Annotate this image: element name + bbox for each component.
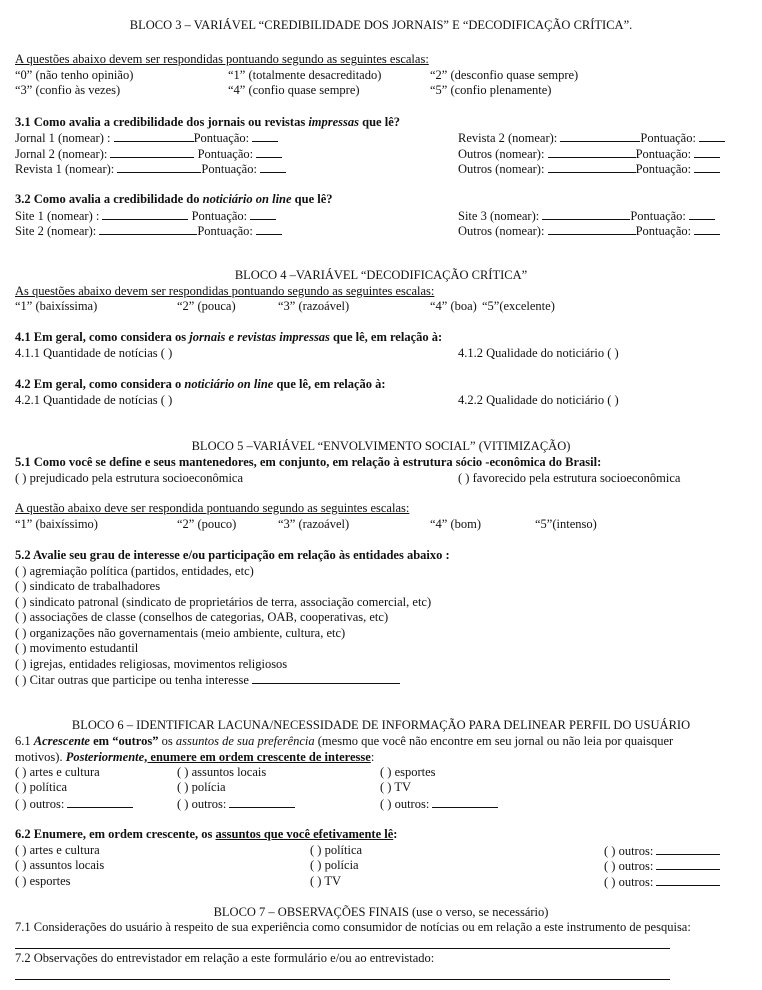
score-field[interactable]	[256, 223, 282, 235]
entity-item[interactable]: ( ) agremiação política (partidos, entidades, etc)	[15, 564, 254, 578]
block5-title: BLOCO 5 –VARIÁVEL “ENVOLVIMENTO SOCIAL” (VITIMIZAÇÃO)	[191, 439, 571, 453]
entity-item[interactable]: ( ) associações de classe (conselhos de categorias, OAB, cooperativas, etc)	[15, 610, 389, 624]
name-field[interactable]	[548, 146, 636, 158]
answer-line-7-2[interactable]	[15, 979, 670, 980]
block4-title: BLOCO 4 –VARIÁVEL “DECODIFICAÇÃO CRÍTICA”	[234, 268, 528, 282]
scale-5: “5”(excelente)	[482, 299, 555, 313]
entity-item[interactable]: ( ) movimento estudantil	[15, 641, 139, 655]
option-61-other[interactable]: ( ) outros:	[380, 796, 498, 813]
option-61-other[interactable]: ( ) outros:	[15, 796, 133, 813]
other-field[interactable]	[229, 796, 295, 808]
question-5-1: 5.1 Como você se define e seus mantenedores, em conjunto, em relação à estrutura sócio -econômica do Brasil:	[15, 455, 602, 469]
option-62[interactable]: ( ) esportes	[15, 874, 71, 888]
question-7-2: 7.2 Observações do entrevistador em relação a este formulário e/ou ao entrevistado:	[15, 951, 435, 965]
q31-row-jornal2: Jornal 2 (nomear): Pontuação:	[15, 146, 282, 163]
score-field[interactable]	[256, 146, 282, 158]
name-field[interactable]	[110, 146, 194, 158]
name-field[interactable]	[117, 161, 201, 173]
q422-field[interactable]: 4.2.2 Qualidade do noticiário ( )	[458, 393, 619, 407]
option-61[interactable]: ( ) política	[15, 780, 68, 794]
name-field[interactable]	[542, 208, 630, 220]
entity-item[interactable]: ( ) organizações não governamentais (meio ambiente, cultura, etc)	[15, 626, 346, 640]
q32-row-site1: Site 1 (nomear) : Pontuação:	[15, 208, 276, 225]
q421-field[interactable]: 4.2.1 Quantidade de notícias ( )	[15, 393, 173, 407]
question-4-1: 4.1 Em geral, como considera os jornais e revistas impressas que lê, em relação à:	[15, 330, 443, 344]
option-61[interactable]: ( ) TV	[380, 780, 412, 794]
scale-2: “2” (desconfio quase sempre)	[430, 68, 579, 82]
q32-row-site3: Site 3 (nomear): Pontuação:	[458, 208, 715, 225]
question-3-1: 3.1 Como avalia a credibilidade dos jornais ou revistas impressas que lê?	[15, 115, 400, 129]
score-field[interactable]	[694, 161, 720, 173]
scale-5: “5”(intenso)	[535, 517, 597, 531]
scale-2: “2” (pouca)	[177, 299, 236, 313]
other-field[interactable]	[656, 843, 720, 855]
name-field[interactable]	[114, 130, 194, 142]
option-62[interactable]: ( ) assuntos locais	[15, 858, 105, 872]
score-field[interactable]	[699, 130, 725, 142]
other-entity-field[interactable]	[252, 672, 400, 684]
question-6-1: 6.1 Acrescente em “outros” os assuntos de sua preferência (mesmo que você não encontre em seu jornal ou não leia por quaisquer motivos). Posteriormente, enumere em ordem crescente de interesse:	[15, 734, 674, 764]
option-62[interactable]: ( ) artes e cultura	[15, 843, 100, 857]
name-field[interactable]	[560, 130, 640, 142]
option-61[interactable]: ( ) esportes	[380, 765, 436, 779]
option-62[interactable]: ( ) TV	[310, 874, 342, 888]
entity-item[interactable]: ( ) igrejas, entidades religiosas, movimentos religiosos	[15, 657, 288, 671]
q31-row-outros1: Outros (nomear): Pontuação:	[458, 146, 720, 163]
score-field[interactable]	[689, 208, 715, 220]
option-62-other[interactable]: ( ) outros:	[604, 858, 720, 875]
entity-item-other[interactable]: ( ) Citar outras que participe ou tenha interesse	[15, 672, 400, 689]
option-61-other[interactable]: ( ) outros:	[177, 796, 295, 813]
block5-intro: A questão abaixo deve ser respondida pontuando segundo as seguintes escalas:	[15, 501, 410, 515]
option-favorecido[interactable]: ( ) favorecido pela estrutura socioeconômica	[458, 471, 681, 485]
question-6-2: 6.2 Enumere, em ordem crescente, os assuntos que você efetivamente lê:	[15, 827, 398, 841]
name-field[interactable]	[548, 223, 636, 235]
scale-3: “3” (confio às vezes)	[15, 83, 121, 97]
question-3-2: 3.2 Como avalia a credibilidade do noticiário on line que lê?	[15, 192, 333, 206]
score-field[interactable]	[694, 223, 720, 235]
q411-field[interactable]: 4.1.1 Quantidade de notícias ( )	[15, 346, 173, 360]
q31-row-outros2: Outros (nomear): Pontuação:	[458, 161, 720, 178]
scale-4: “4” (confio quase sempre)	[228, 83, 360, 97]
option-61[interactable]: ( ) polícia	[177, 780, 226, 794]
scale-4: “4” (boa)	[430, 299, 477, 313]
other-field[interactable]	[432, 796, 498, 808]
option-61[interactable]: ( ) assuntos locais	[177, 765, 267, 779]
name-field[interactable]	[548, 161, 636, 173]
score-field[interactable]	[252, 130, 278, 142]
name-field[interactable]	[99, 223, 197, 235]
score-field[interactable]	[260, 161, 286, 173]
scale-3: “3” (razoável)	[278, 299, 350, 313]
q31-row-revista1: Revista 1 (nomear): Pontuação:	[15, 161, 286, 178]
scale-3: “3” (razoável)	[278, 517, 350, 531]
scale-1: “1” (baixíssimo)	[15, 517, 98, 531]
option-62-other[interactable]: ( ) outros:	[604, 874, 720, 891]
block3-title: BLOCO 3 – VARIÁVEL “CREDIBILIDADE DOS JORNAIS” E “DECODIFICAÇÃO CRÍTICA”.	[129, 18, 633, 32]
scale-1: “1” (baixíssima)	[15, 299, 98, 313]
score-field[interactable]	[250, 208, 276, 220]
scale-5: “5” (confio plenamente)	[430, 83, 552, 97]
other-field[interactable]	[656, 858, 720, 870]
scale-0: “0” (não tenho opinião)	[15, 68, 134, 82]
other-field[interactable]	[656, 874, 720, 886]
other-field[interactable]	[67, 796, 133, 808]
q32-row-site2: Site 2 (nomear): Pontuação:	[15, 223, 282, 240]
option-62-other[interactable]: ( ) outros:	[604, 843, 720, 860]
scale-4: “4” (bom)	[430, 517, 482, 531]
block3-intro: A questões abaixo devem ser respondidas pontuando segundo as seguintes escalas:	[15, 52, 429, 66]
block6-title: BLOCO 6 – IDENTIFICAR LACUNA/NECESSIDADE DE INFORMAÇÃO PARA DELINEAR PERFIL DO USUÁRIO	[71, 718, 691, 732]
score-field[interactable]	[694, 146, 720, 158]
q32-row-outros: Outros (nomear): Pontuação:	[458, 223, 720, 240]
option-62[interactable]: ( ) política	[310, 843, 363, 857]
entity-item[interactable]: ( ) sindicato de trabalhadores	[15, 579, 161, 593]
entity-item[interactable]: ( ) sindicato patronal (sindicato de proprietários de terra, associação comercial, etc)	[15, 595, 432, 609]
q31-row-jornal1: Jornal 1 (nomear) : Pontuação:	[15, 130, 278, 147]
block4-intro: As questões abaixo devem ser respondidas pontuando segundo as seguintes escalas:	[15, 284, 435, 298]
name-field[interactable]	[102, 208, 188, 220]
q412-field[interactable]: 4.1.2 Qualidade do noticiário ( )	[458, 346, 619, 360]
option-61[interactable]: ( ) artes e cultura	[15, 765, 100, 779]
scale-1: “1” (totalmente desacreditado)	[228, 68, 382, 82]
option-prejudicado[interactable]: ( ) prejudicado pela estrutura socioeconômica	[15, 471, 244, 485]
answer-line-7-1[interactable]	[15, 948, 670, 949]
block7-title: BLOCO 7 – OBSERVAÇÕES FINAIS (use o verso, se necessário)	[213, 905, 549, 919]
question-4-2: 4.2 Em geral, como considera o noticiário on line que lê, em relação à:	[15, 377, 386, 391]
option-62[interactable]: ( ) polícia	[310, 858, 359, 872]
scale-2: “2” (pouco)	[177, 517, 237, 531]
question-7-1: 7.1 Considerações do usuário à respeito de sua experiência como consumidor de notícias ou em relação a este instrumento de pesquisa:	[15, 920, 691, 934]
q31-row-revista2: Revista 2 (nomear): Pontuação:	[458, 130, 725, 147]
question-5-2: 5.2 Avalie seu grau de interesse e/ou participação em relação às entidades abaixo :	[15, 548, 450, 562]
